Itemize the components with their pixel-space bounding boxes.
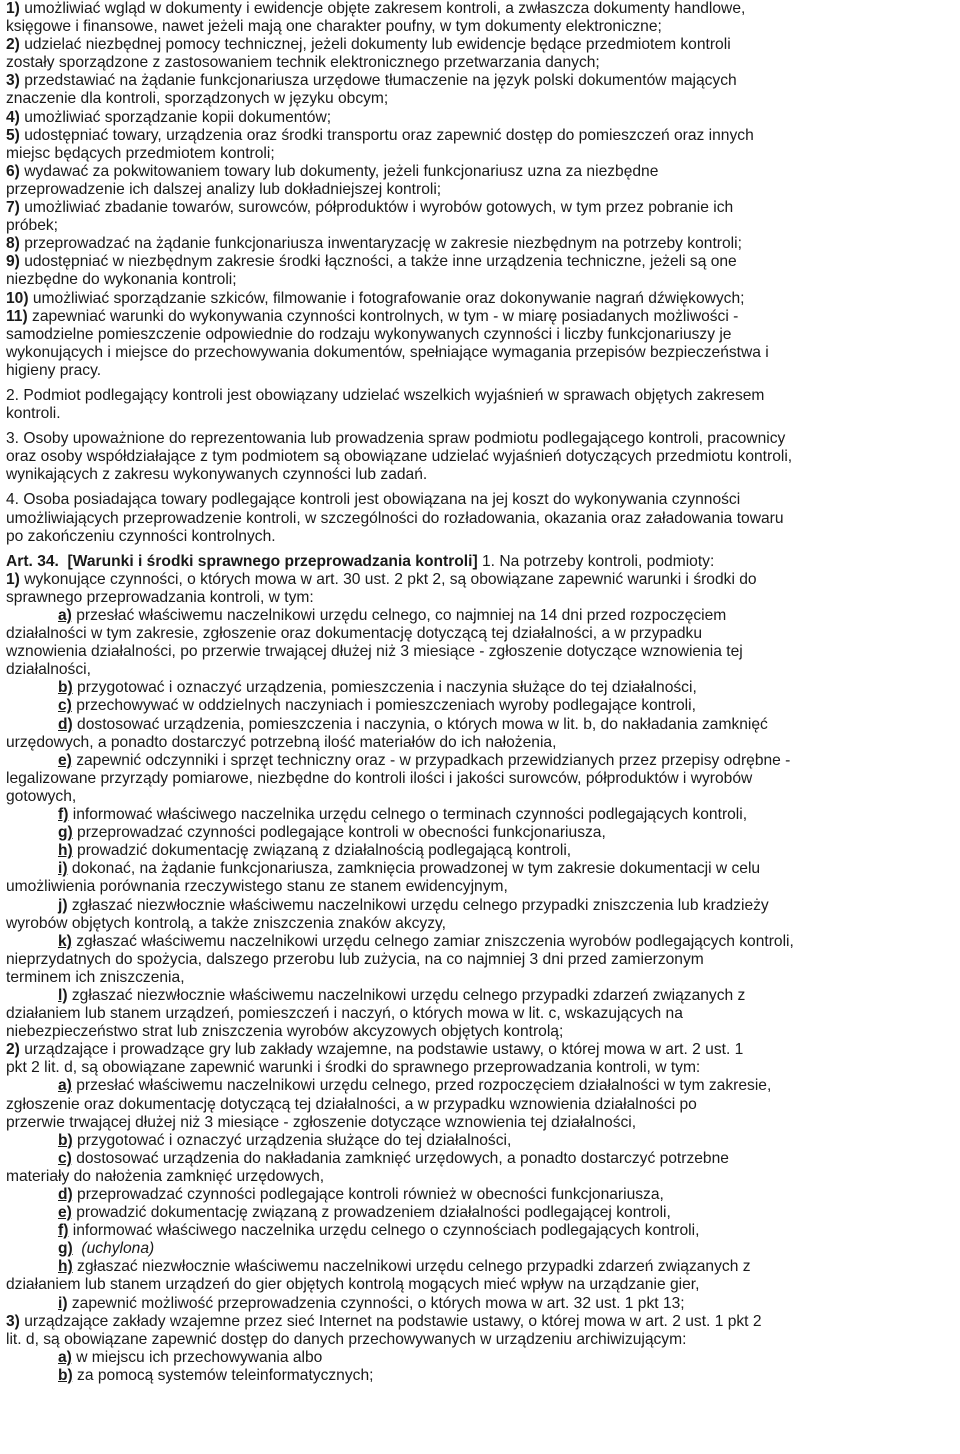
sub-item bbox=[6, 860, 954, 878]
sub-item-letter: g) bbox=[58, 824, 73, 842]
sub-item bbox=[6, 697, 954, 715]
text-line: działaniem lub stanem urządzeń do gier objętych kontrolą mogących mieć wpływ na urządzanie gier, bbox=[6, 1276, 700, 1294]
list-item bbox=[6, 253, 954, 271]
text-line: pkt 2 lit. d, są obowiązane zapewnić warunki i środki do sprawnego przeprowadzania kontroli, w tym: bbox=[6, 1059, 701, 1077]
sub-item-letter: b) bbox=[58, 1366, 73, 1384]
text-line: przerwie trwającej dłużej niż 3 miesiące - zgłoszenie dotyczące wznowienia tej działalności, bbox=[6, 1113, 637, 1131]
text-line: legalizowane przyrządy pomiarowe, niezbędne do kontroli ilości i jakości surowców, półproduktów i wyrobów bbox=[6, 769, 753, 787]
article-number: Art. 34. bbox=[6, 552, 59, 570]
paragraph-2-line: 2. Podmiot podlegający kontroli jest obowiązany udzielać wszelkich wyjaśnień w sprawach objętych zakresem bbox=[6, 386, 765, 404]
text-line: wznowienia działalności, po przerwie trwającej dłużej niż 3 miesiące - zgłoszenie dotyczące wznowienia tej bbox=[6, 643, 743, 661]
paragraph-3-line: oraz osoby współdziałające z tym podmiotem są obowiązane udzielać wyjaśnień dotyczących przedmiotu kontroli, bbox=[6, 448, 793, 466]
list-item bbox=[6, 36, 954, 54]
list-item bbox=[6, 0, 954, 18]
sub-item bbox=[6, 933, 954, 951]
text-line: próbek; bbox=[6, 217, 59, 235]
sub-item-text: dostosować urządzenia, pomieszczenia i naczynia, o których mowa w lit. b, do nakładania zamknięć bbox=[72, 715, 768, 733]
sub-item-letter: d) bbox=[58, 715, 73, 733]
text-line: wykonujących i miejsce do przechowywania dokumentów, spełniające wymagania przepisów bezpieczeństwa i bbox=[6, 343, 769, 361]
sub-item-text: za pomocą systemów teleinformatycznych; bbox=[72, 1366, 374, 1384]
sub-item-letter: f) bbox=[58, 1222, 69, 1240]
text-line: nieprzydatnych do spożycia, dalszego przerobu lub zużycia, na co najmniej 3 dni przed zamierzonym bbox=[6, 950, 704, 968]
item-text: umożliwiać sporządzanie szkiców, filmowanie i fotografowanie oraz dokonywanie nagrań dźwiękowych; bbox=[28, 289, 745, 307]
sub-item-text: zapewnić możliwość przeprowadzenia czynności, o których mowa w art. 32 ust. 1 pkt 13; bbox=[67, 1294, 685, 1312]
item-text: wydawać za pokwitowaniem towary lub dokumenty, jeżeli funkcjonariusz uzna za niezbędne bbox=[19, 162, 659, 180]
sub-item bbox=[6, 752, 954, 770]
sub-item-letter: k) bbox=[58, 932, 72, 950]
text-line: terminem ich zniszczenia, bbox=[6, 968, 185, 986]
sub-item-letter: l) bbox=[58, 986, 68, 1004]
sub-item-letter: b) bbox=[58, 1131, 73, 1149]
sub-item-letter: a) bbox=[58, 1348, 72, 1366]
text-line: umożliwienia porównania rzeczywistego stanu ze stanem ewidencyjnym, bbox=[6, 878, 508, 896]
sub-item-letter: e) bbox=[58, 1204, 72, 1222]
article-heading bbox=[6, 553, 954, 571]
text-line: materiały do nałożenia zamknięć urzędowych, bbox=[6, 1167, 325, 1185]
paragraph-3-line: wynikających z zakresu wykonywanych czynności lub zadań. bbox=[6, 466, 428, 484]
sub-item-text: zgłaszać właściwemu naczelnikowi urzędu celnego zamiar zniszczenia wyrobów podlegających kontroli, bbox=[71, 932, 794, 950]
sub-item-text: przechowywać w oddzielnych naczyniach i pomieszczeniach wyroby podlegające kontroli, bbox=[71, 697, 696, 715]
sub-item-letter: b) bbox=[58, 679, 73, 697]
sub-item-text: przesłać właściwemu naczelnikowi urzędu celnego, przed rozpoczęciem działalności w tym zakresie, bbox=[71, 1077, 772, 1095]
sub-item-text: prowadzić dokumentację związaną z działalnością podlegającą kontroli, bbox=[72, 842, 572, 860]
sub-item bbox=[6, 716, 954, 734]
sub-item-letter: c) bbox=[58, 697, 72, 715]
text-line: niezbędne do wykonania kontroli; bbox=[6, 271, 237, 289]
item-text: umożliwiać zbadanie towarów, surowców, półproduktów i wyrobów gotowych, w tym przez pobranie ich bbox=[19, 199, 734, 217]
sub-item bbox=[6, 607, 954, 625]
sub-item-letter: h) bbox=[58, 1258, 73, 1276]
sub-item-text: zgłaszać niezwłocznie właściwemu naczelnikowi urzędu celnego przypadki zdarzeń związanych z bbox=[67, 986, 746, 1004]
sub-item bbox=[6, 1367, 954, 1385]
text-line: wyrobów objętych kontrolą, a także zniszczenia znaków akcyzy, bbox=[6, 914, 446, 932]
item-number: 7) bbox=[6, 199, 20, 217]
text-line: zostały sporządzone z zastosowaniem technik elektronicznego przetwarzania danych; bbox=[6, 54, 600, 72]
item-number: 5) bbox=[6, 126, 20, 144]
article-title: [Warunki i środki sprawnego przeprowadzania kontroli] bbox=[67, 552, 478, 570]
item-number: 1) bbox=[6, 0, 20, 17]
sub-item-letter: h) bbox=[58, 842, 73, 860]
text-line: sprawnego przeprowadzania kontroli, w tym: bbox=[6, 588, 314, 606]
sub-item-letter: a) bbox=[58, 607, 72, 624]
sub-item-text: dostosować urządzenia do nakładania zamknięć urzędowych, a ponadto dostarczyć potrzebne bbox=[71, 1149, 729, 1167]
list-item bbox=[6, 163, 954, 181]
list-item bbox=[6, 1313, 954, 1331]
sub-item-text: zapewnić odczynniki i sprzęt techniczny oraz - w przypadkach przewidzianych przez przepisy odrębne - bbox=[71, 751, 791, 769]
item-text: zapewniać warunki do wykonywania czynności kontrolnych, w tym - w miarę posiadanych możliwości - bbox=[27, 307, 739, 325]
sub-item-letter: g) bbox=[58, 1240, 73, 1258]
item-text: udzielać niezbędnej pomocy technicznej, jeżeli dokumenty lub ewidencje będące przedmiotem kontroli bbox=[19, 36, 731, 54]
sub-item bbox=[6, 806, 954, 824]
item-number: 2) bbox=[6, 1041, 20, 1059]
sub-item-text: (uchylona) bbox=[81, 1240, 155, 1258]
list-item bbox=[6, 109, 954, 127]
list-item bbox=[6, 199, 954, 217]
sub-item bbox=[6, 1204, 954, 1222]
sub-item bbox=[6, 1077, 954, 1095]
item-text: przedstawiać na żądanie funkcjonariusza urzędowe tłumaczenie na język polski dokumentów mających bbox=[19, 72, 737, 90]
item-number: 1) bbox=[6, 570, 20, 588]
sub-item-text: przeprowadzać czynności podlegające kontroli w obecności funkcjonariusza, bbox=[72, 824, 606, 842]
list-item bbox=[6, 127, 954, 145]
text-line: samodzielne pomieszczenie odpowiednie do rodzaju wykonywanych czynności i liczby funkcjonariuszy je bbox=[6, 325, 732, 343]
list-item bbox=[6, 72, 954, 90]
sub-item-letter: i) bbox=[58, 1294, 68, 1312]
item-text: udostępniać w niezbędnym zakresie środki łączności, a także inne urządzenia techniczne, jeżeli są one bbox=[19, 253, 737, 271]
text-line: higieny pracy. bbox=[6, 361, 102, 379]
item-text: przeprowadzać na żądanie funkcjonariusza inwentaryzację w zakresie niezbędnym na potrzeby kontroli; bbox=[19, 235, 742, 253]
sub-item-text: przesłać właściwemu naczelnikowi urzędu celnego, co najmniej na 14 dni przed rozpoczęciem bbox=[71, 607, 727, 624]
sub-item-text: dokonać, na żądanie funkcjonariusza, zamknięcia prowadzonej w tym zakresie dokumentacji w celu bbox=[67, 860, 761, 878]
sub-item bbox=[6, 824, 954, 842]
text-line: działalności w tym zakresie, zgłoszenie oraz dokumentację dotyczącą tej działalności, a w przypadku bbox=[6, 625, 702, 643]
item-number: 4) bbox=[6, 108, 20, 126]
paragraph-4-line: 4. Osoba posiadająca towary podlegające kontroli jest obowiązana na jej koszt do wykonywania czynności bbox=[6, 491, 741, 509]
text-line: księgowe i finansowe, nawet jeżeli mają one charakter poufny, w tym dokumenty elektroniczne; bbox=[6, 18, 662, 36]
sub-item-text: zgłaszać niezwłocznie właściwemu naczelnikowi urzędu celnego przypadki zniszczenia lub kradzieży bbox=[67, 896, 769, 914]
sub-item-text: zgłaszać niezwłocznie właściwemu naczelnikowi urzędu celnego przypadki zdarzeń związanych z bbox=[72, 1258, 751, 1276]
sub-item-text: przygotować i oznaczyć urządzenia służące do tej działalności, bbox=[72, 1131, 512, 1149]
item-number: 8) bbox=[6, 235, 20, 253]
sub-item-text: w miejscu ich przechowywania albo bbox=[71, 1348, 323, 1366]
list-item bbox=[6, 571, 954, 589]
item-text: urządzające i prowadzące gry lub zakłady wzajemne, na podstawie ustawy, o której mowa w art. 2 ust. 1 bbox=[19, 1041, 744, 1059]
sub-item-letter: a) bbox=[58, 1077, 72, 1095]
sub-item bbox=[6, 897, 954, 915]
text-line: urzędowych, a ponadto dostarczyć potrzebną ilość materiałów do ich nałożenia, bbox=[6, 733, 557, 751]
text-line: gotowych, bbox=[6, 787, 77, 805]
item-text: umożliwiać sporządzanie kopii dokumentów; bbox=[19, 108, 332, 126]
list-item bbox=[6, 1041, 954, 1059]
sub-item-letter: j) bbox=[58, 896, 68, 914]
sub-item bbox=[6, 1258, 954, 1276]
list-item bbox=[6, 290, 954, 308]
sub-item bbox=[6, 842, 954, 860]
paragraph-3-line: 3. Osoby upoważnione do reprezentowania lub prowadzenia spraw podmiotu podlegającego kontroli, pracownicy bbox=[6, 430, 786, 448]
text-line: miejsc będących przedmiotem kontroli; bbox=[6, 144, 275, 162]
paragraph-2-line: kontroli. bbox=[6, 405, 61, 423]
item-text: umożliwiać wgląd w dokumenty i ewidencje objęte zakresem kontroli, a zwłaszcza dokumenty handlowe, bbox=[19, 0, 746, 17]
sub-item bbox=[6, 1132, 954, 1150]
sub-item bbox=[6, 679, 954, 697]
text-line: działaniem lub stanem urządzeń, pomieszczeń i naczyń, o których mowa w lit. c, wskazujących na bbox=[6, 1005, 683, 1023]
sub-item-letter: i) bbox=[58, 860, 68, 878]
item-number: 2) bbox=[6, 36, 20, 54]
paragraph-4-line: umożliwiających przeprowadzenie kontroli, w szczególności do rozładowania, okazania oraz załadowania towaru bbox=[6, 509, 784, 527]
item-number: 3) bbox=[6, 72, 20, 90]
sub-item-letter: c) bbox=[58, 1149, 72, 1167]
sub-item bbox=[6, 987, 954, 1005]
sub-item-text: przeprowadzać czynności podlegające kontroli również w obecności funkcjonariusza, bbox=[72, 1186, 664, 1203]
sub-item bbox=[6, 1186, 954, 1204]
text-line: lit. d, są obowiązane zapewnić dostęp do danych przechowywanych w urządzeniu archiwizującym: bbox=[6, 1330, 687, 1348]
item-text: wykonujące czynności, o których mowa w art. 30 ust. 2 pkt 2, są obowiązane zapewnić warunki i środki do bbox=[19, 570, 757, 588]
sub-item-text: prowadzić dokumentację związaną z prowadzeniem działalności podlegającej kontroli, bbox=[71, 1204, 671, 1222]
item-text: urządzające zakłady wzajemne przez sieć Internet na podstawie ustawy, o której mowa w art. 2 ust. 1 pkt 2 bbox=[19, 1312, 762, 1330]
article-intro: 1. Na potrzeby kontroli, podmioty: bbox=[477, 552, 715, 570]
text-line: przeprowadzenie ich dalszej analizy lub dokładniejszej kontroli; bbox=[6, 180, 442, 198]
text-line: zgłoszenie oraz dokumentację dotyczącą tej działalności, a w przypadku wznowienia działalności po bbox=[6, 1095, 697, 1113]
paragraph-4-line: po zakończeniu czynności kontrolnych. bbox=[6, 527, 276, 545]
sub-item-letter: d) bbox=[58, 1186, 73, 1203]
item-number: 9) bbox=[6, 253, 20, 271]
sub-item bbox=[6, 1349, 954, 1367]
document-page bbox=[6, 0, 954, 1385]
list-item bbox=[6, 235, 954, 253]
sub-item bbox=[6, 1240, 954, 1258]
text-line: działalności, bbox=[6, 661, 91, 679]
item-number: 11) bbox=[6, 307, 28, 325]
list-item bbox=[6, 308, 954, 326]
sub-item-letter: f) bbox=[58, 806, 69, 824]
sub-item-text: przygotować i oznaczyć urządzenia, pomieszczenia i naczynia służące do tej działalności, bbox=[72, 679, 697, 697]
sub-item-letter: e) bbox=[58, 751, 72, 769]
sub-item bbox=[6, 1150, 954, 1168]
sub-item bbox=[6, 1222, 954, 1240]
item-number: 6) bbox=[6, 162, 20, 180]
sub-item-text: informować właściwego naczelnika urzędu celnego o czynnościach podlegających kontroli, bbox=[68, 1222, 700, 1240]
item-number: 3) bbox=[6, 1312, 20, 1330]
item-number: 10) bbox=[6, 289, 29, 307]
sub-item bbox=[6, 1295, 954, 1313]
item-text: udostępniać towary, urządzenia oraz środki transportu oraz zapewnić dostęp do pomieszczeń oraz innych bbox=[19, 126, 754, 144]
sub-item-text: informować właściwego naczelnika urzędu celnego o terminach czynności podlegających kontroli, bbox=[68, 806, 748, 824]
text-line: znaczenie dla kontroli, sporządzonych w języku obcym; bbox=[6, 90, 389, 108]
text-line: niebezpieczeństwo strat lub zniszczenia wyrobów akcyzowych objętych kontrolą; bbox=[6, 1023, 564, 1041]
